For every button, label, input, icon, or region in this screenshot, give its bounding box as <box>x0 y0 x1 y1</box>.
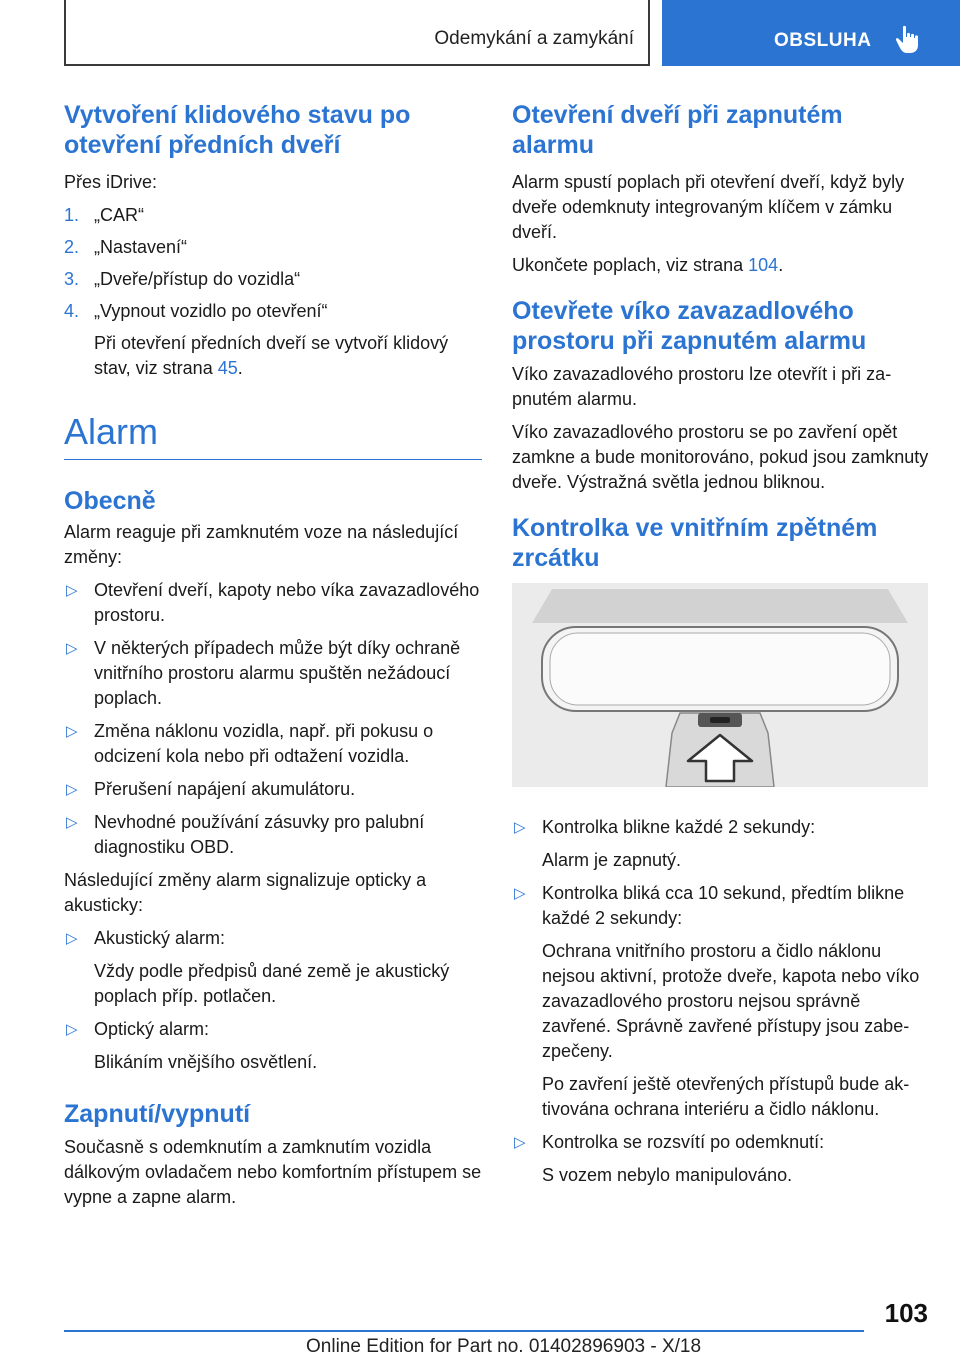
open-door-text: Alarm spustí poplach při otevření dveří, když byly dveře odemknuty integrovaným klíčem v zámku dveří. <box>512 172 905 242</box>
triangle-bullet-icon: ▷ <box>66 582 78 599</box>
bullet-text: Akustický alarm: <box>94 928 226 948</box>
bullet-subtext: Ochrana vnitřního prostoru a čidlo náklonu nejsou aktivní, protože dveře, kapota nebo víko zavazadlového prostoru nejsou správně zavřené. Správně zavřené přístupy jsou zabezpečeny. <box>542 941 920 1061</box>
alarm-trigger-list <box>64 578 482 860</box>
list-item <box>64 267 482 292</box>
edition-note: Online Edition for Part no. 01402896903 - X/18 <box>306 1336 702 1357</box>
idrive-intro: Přes iDrive: <box>64 172 158 192</box>
section-tab <box>662 0 960 66</box>
bullet-text: Kontrolka se rozsvítí po odemknutí: <box>542 1132 825 1152</box>
step-number: 1. <box>64 205 80 225</box>
bullet-text: Nevhodné používání zásuvky pro palubní diagnostiku OBD. <box>94 812 425 857</box>
bullet-text: Kontrolka bliká cca 10 sekund, předtím blikne každé 2 sekundy: <box>542 883 905 928</box>
bullet-text: Přerušení napájení akumulátoru. <box>94 779 356 799</box>
bullet-subtext: Blikáním vnějšího osvětlení. <box>94 1052 318 1072</box>
page-header <box>0 0 960 66</box>
step-number: 4. <box>64 301 80 321</box>
list-item <box>64 1017 482 1042</box>
end-alarm-end: . <box>778 255 784 275</box>
list-item <box>64 299 482 324</box>
heading-general: Obecně <box>64 487 156 515</box>
left-column <box>64 100 482 1218</box>
chapter-title: Odemykání a zamykání <box>434 28 634 49</box>
step4-note-text: Při otevření předních dveří se vytvoří klidový stav, viz strana <box>94 333 449 378</box>
triangle-bullet-icon: ▷ <box>66 1021 78 1038</box>
list-item <box>64 719 482 769</box>
bullet-subtext: S vozem nebylo manipulováno. <box>542 1165 793 1185</box>
triangle-bullet-icon: ▷ <box>66 781 78 798</box>
triangle-bullet-icon: ▷ <box>66 814 78 831</box>
step-number: 3. <box>64 269 80 289</box>
chapter-heading-alarm: Alarm <box>64 411 482 460</box>
step-text: „Nastavení“ <box>94 237 188 257</box>
heading-open-door-alarm: Otevření dveří při zapnutém alarmu <box>512 101 843 159</box>
bullet-text: Kontrolka blikne každé 2 sekundy: <box>542 817 816 837</box>
list-item <box>512 815 930 840</box>
idrive-steps <box>64 203 482 324</box>
list-item <box>512 1130 930 1155</box>
bullet-subtext: Po zavření ještě otevřených přístupů bude aktivována ochrana interiéru a čidlo náklonu. <box>542 1074 910 1119</box>
step-text: „Vypnout vozidlo po otevření“ <box>94 301 328 321</box>
triangle-bullet-icon: ▷ <box>514 1134 526 1151</box>
list-item <box>64 926 482 951</box>
list-item <box>64 578 482 628</box>
triangle-bullet-icon: ▷ <box>514 819 526 836</box>
heading-calm-state: Vytvoření klidového stavu po otevření předních dveří <box>64 101 411 159</box>
bullet-subtext: Vždy podle předpisů dané země je akustický poplach příp. potlačen. <box>94 961 450 1006</box>
on-off-text: Současně s odemknutím a zamknutím vozidla dálkovým ovladačem nebo komfortním přístupem se vypne a zapne alarm. <box>64 1137 482 1207</box>
step-text: „CAR“ <box>94 205 144 225</box>
signal-intro: Následující změny alarm signalizuje opticky a akusticky: <box>64 870 427 915</box>
right-column <box>512 100 930 1196</box>
step4-note <box>64 331 482 381</box>
trunk-text-2: Víko zavazadlového prostoru se po zavření opět zamkne a bude monitorováno, pokud jsou zamknuty dveře. Výstražná světla jednou bliknou. <box>512 422 929 492</box>
rearview-mirror-illustration <box>512 583 928 787</box>
bullet-text: Otevření dveří, kapoty nebo víka zavazadlového prostoru. <box>94 580 480 625</box>
triangle-bullet-icon: ▷ <box>66 930 78 947</box>
hand-pointer-icon <box>894 24 922 54</box>
triangle-bullet-icon: ▷ <box>66 640 78 657</box>
heading-on-off: Zapnutí/vypnutí <box>64 1100 251 1128</box>
end-alarm-text <box>512 253 930 278</box>
heading-trunk-alarm: Otevřete víko zavazadlového prostoru při zapnutém alarmu <box>512 297 867 355</box>
step4-note-end: . <box>237 358 243 378</box>
trunk-text-1: Víko zavazadlového prostoru lze otevřít i při zapnutém alarmu. <box>512 364 892 409</box>
indicator-list <box>512 815 930 1188</box>
heading-mirror-indicator: Kontrolka ve vnitřním zpětném zrcátku <box>512 514 878 572</box>
general-intro: Alarm reaguje při zamknutém voze na následující změny: <box>64 522 459 567</box>
page-link-104[interactable]: 104 <box>748 255 779 275</box>
signal-list <box>64 926 482 1075</box>
bullet-text: V některých případech může být díky ochraně vnitřního prostoru alarmu spuštěn nežádoucí poplach. <box>94 638 461 708</box>
list-item <box>64 636 482 711</box>
page-number: 103 <box>884 1298 928 1328</box>
list-item <box>512 881 930 931</box>
page-link-45[interactable]: 45 <box>217 358 238 378</box>
bullet-text: Optický alarm: <box>94 1019 210 1039</box>
bullet-subtext: Alarm je zapnutý. <box>542 850 682 870</box>
list-item <box>64 203 482 228</box>
triangle-bullet-icon: ▷ <box>66 723 78 740</box>
footer-divider <box>64 1330 864 1332</box>
end-alarm-label: Ukončete poplach, viz strana <box>512 255 744 275</box>
list-item <box>64 777 482 802</box>
step-number: 2. <box>64 237 80 257</box>
bullet-text: Změna náklonu vozidla, např. při pokusu o odcizení kola nebo při odtažení vozidla. <box>94 721 434 766</box>
triangle-bullet-icon: ▷ <box>514 885 526 902</box>
list-item <box>64 235 482 260</box>
chapter-tab <box>64 0 650 66</box>
section-label: OBSLUHA <box>774 30 872 51</box>
list-item <box>64 810 482 860</box>
step-text: „Dveře/přístup do vozidla“ <box>94 269 301 289</box>
